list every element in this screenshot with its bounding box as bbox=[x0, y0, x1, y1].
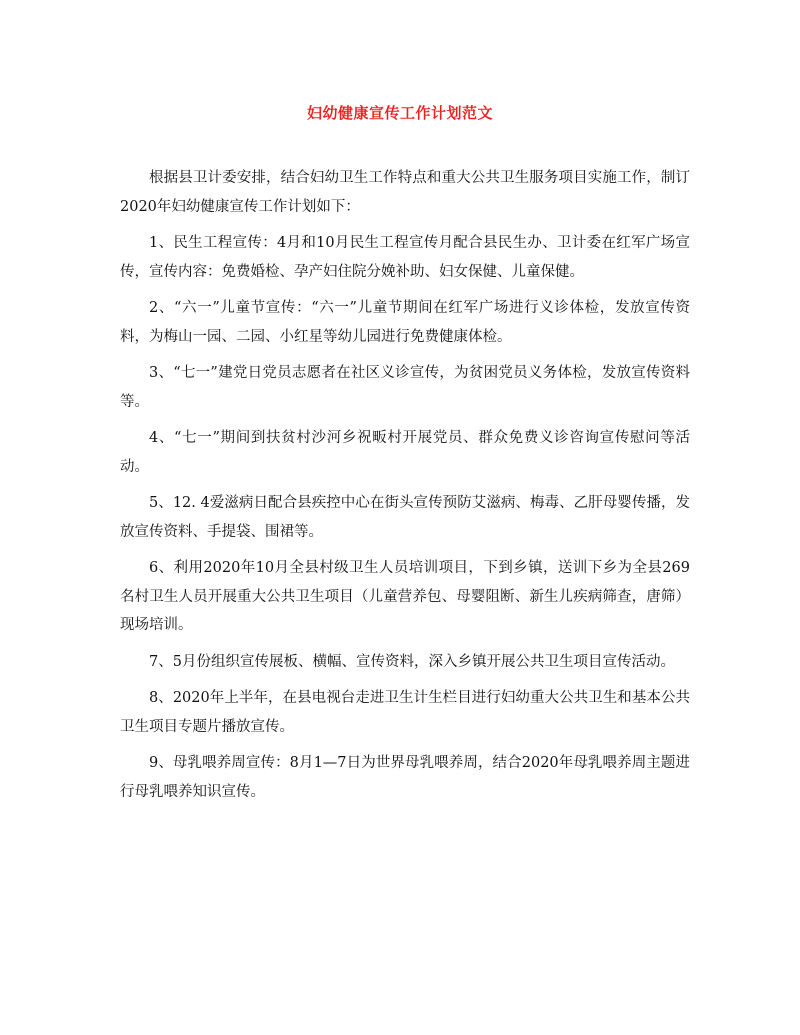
plan-item-9: 9、母乳喂养周宣传：8月1—7日为世界母乳喂养周，结合2020年母乳喂养周主题进行母乳喂养知识宣传。 bbox=[120, 755, 690, 800]
plan-item-5: 5、12. 4爱滋病日配合县疾控中心在街头宣传预防艾滋病、梅毒、乙肝母婴传播，发放宣传资料、手提袋、围裙等。 bbox=[120, 495, 690, 540]
document-title: 妇幼健康宣传工作计划范文 bbox=[306, 104, 493, 122]
plan-item-4: 4、“七一”期间到扶贫村沙河乡祝畈村开展党员、群众免费义诊咨询宣传慰问等活动。 bbox=[120, 430, 690, 475]
document-body bbox=[120, 164, 690, 814]
plan-item-2: 2、“六一”儿童节宣传：“六一”儿童节期间在红军广场进行义诊体检，发放宣传资料，为梅山一园、二园、小红星等幼儿园进行免费健康体检。 bbox=[120, 300, 690, 345]
plan-item-7: 7、5月份组织宣传展板、横幅、宣传资料，深入乡镇开展公共卫生项目宣传活动。 bbox=[149, 653, 675, 670]
intro-paragraph: 根据县卫计委安排，结合妇幼卫生工作特点和重大公共卫生服务项目实施工作，制订2020年妇幼健康宣传工作计划如下： bbox=[120, 170, 690, 215]
plan-item-6: 6、利用2020年10月全县村级卫生人员培训项目，下到乡镇，送训下乡为全县269名村卫生人员开展重大公共卫生项目（儿童营养包、母婴阻断、新生儿疾病筛查，唐筛）现场培训。 bbox=[120, 560, 690, 633]
plan-item-8: 8、2020年上半年，在县电视台走进卫生计生栏目进行妇幼重大公共卫生和基本公共卫生项目专题片播放宣传。 bbox=[120, 690, 690, 735]
plan-item-3: 3、“七一”建党日党员志愿者在社区义诊宣传，为贫困党员义务体检，发放宣传资料等。 bbox=[120, 365, 690, 410]
plan-item-1: 1、民生工程宣传：4月和10月民生工程宣传月配合县民生办、卫计委在红军广场宣传，宣传内容：免费婚检、孕产妇住院分娩补助、妇女保健、儿童保健。 bbox=[120, 235, 690, 280]
